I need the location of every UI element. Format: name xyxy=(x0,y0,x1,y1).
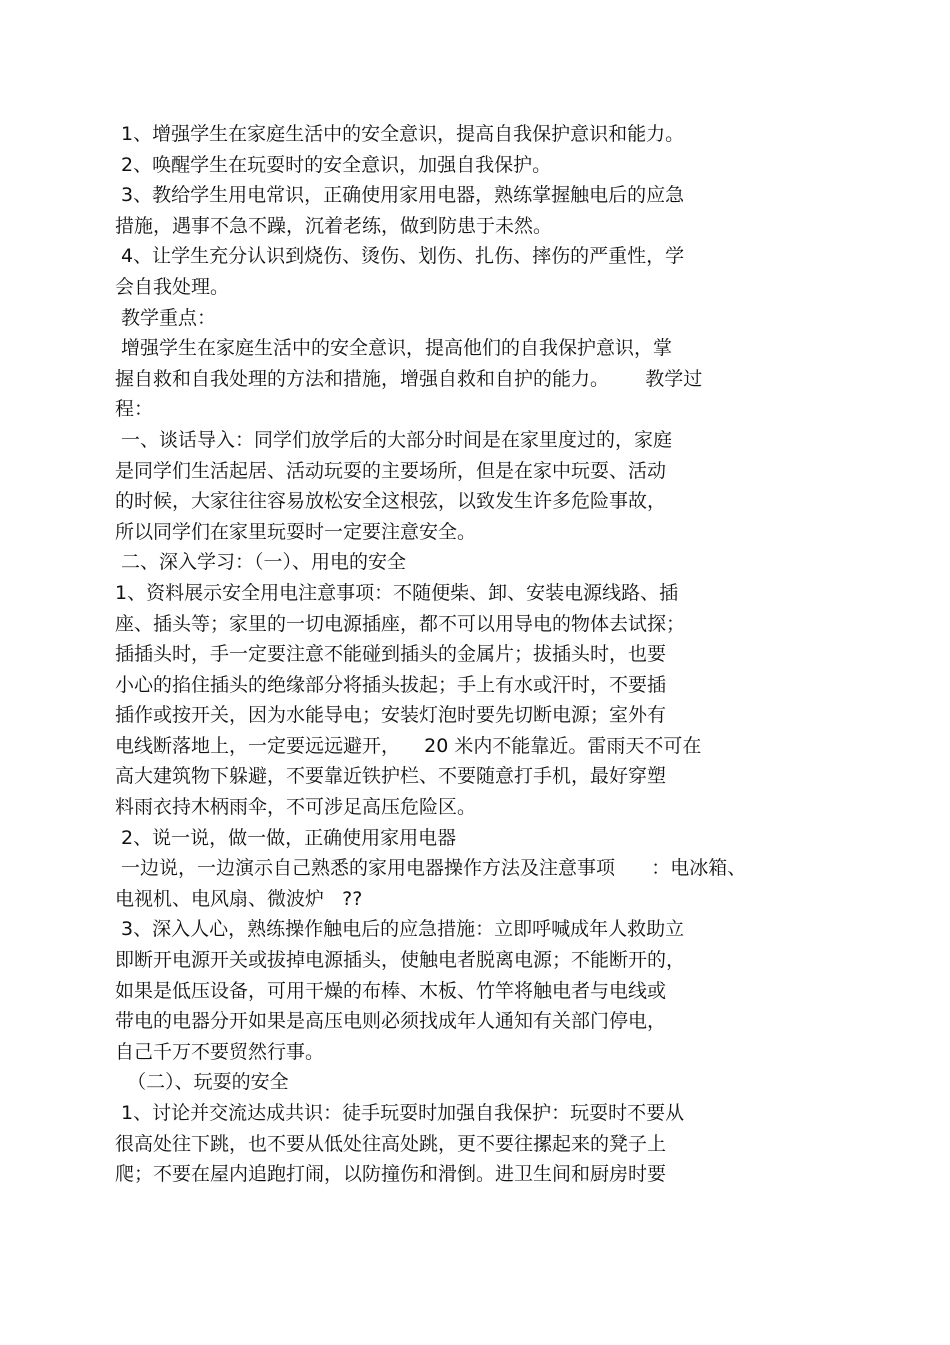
emergency-text: 即断开电源开关或拔掉电源插头，使触电者脱离电源；不能断开的， xyxy=(115,949,686,972)
objective-4-cont: 会自我处理。 xyxy=(115,275,230,298)
teaching-focus-text: 增强学生在家庭生活中的安全意识，提高他们的自我保护意识，掌 xyxy=(115,337,673,360)
section-2-heading: 二、深入学习：（一）、用电的安全 xyxy=(115,551,407,574)
objective-3: 3、教给学生用电常识，正确使用家用电器，熟练掌握触电后的应急 xyxy=(115,184,685,207)
objective-1: 1、增强学生在家庭生活中的安全意识，提高自我保护意识和能力。 xyxy=(115,123,685,145)
objective-2: 2、唤醒学生在玩耍时的安全意识，加强自我保护。 xyxy=(115,153,552,176)
play-safety-item-1: 1、讨论并交流达成共识：徒手玩耍时加强自我保护：玩耍时不要从 xyxy=(115,1102,685,1124)
objective-3-cont: 措施，遇事不急不躁，沉着老练，做到防患于未然。 xyxy=(115,214,553,237)
electric-safety-text: 高大建筑物下躲避，不要靠近铁护栏、不要随意打手机，最好穿塑 xyxy=(115,765,667,788)
document-body xyxy=(115,119,855,1190)
electric-safety-text: 插作或按开关，因为水能导电；安装灯泡时要先切断电源；室外有 xyxy=(115,704,667,727)
play-safety-text: 爬；不要在屋内追跑打闹，以防撞伤和滑倒。进卫生间和厨房时要 xyxy=(115,1163,667,1186)
teaching-process-heading: 程： xyxy=(115,398,154,421)
play-safety-heading: （二）、玩耍的安全 xyxy=(115,1071,289,1094)
teaching-focus-heading: 教学重点： xyxy=(115,306,217,329)
appliance-demo-text: 电视机、电风扇、微波炉 ?? xyxy=(115,887,363,910)
teaching-focus-text-cont: 握自救和自我处理的方法和措施，增强自救和自护的能力。 教学过 xyxy=(115,367,703,390)
emergency-text: 如果是低压设备，可用干燥的布棒、木板、竹竿将触电者与电线或 xyxy=(115,979,667,1002)
electric-safety-text: 座、插头等；家里的一切电源插座，都不可以用导电的物体去试探； xyxy=(115,612,686,635)
appliance-demo-text: 一边说，一边演示自己熟悉的家用电器操作方法及注意事项 ：电冰箱、 xyxy=(115,857,747,880)
emergency-text: 自己千万不要贸然行事。 xyxy=(115,1040,325,1063)
objective-4: 4、让学生充分认识到烧伤、烫伤、划伤、扎伤、摔伤的严重性，学 xyxy=(115,245,685,268)
emergency-text: 带电的电器分开如果是高压电则必须找成年人通知有关部门停电， xyxy=(115,1010,667,1033)
electric-safety-item-2: 2、说一说，做一做，正确使用家用电器 xyxy=(115,826,457,849)
electric-safety-text: 小心的掐住插头的绝缘部分将插头拔起；手上有水或汗时，不要插 xyxy=(115,673,667,696)
electric-safety-item-3: 3、深入人心，熟练操作触电后的应急措施：立即呼喊成年人救助立 xyxy=(115,918,685,941)
section-1-text: 是同学们生活起居、活动玩耍的主要场所，但是在家中玩耍、活动 xyxy=(115,459,667,482)
electric-safety-text: 电线断落地上，一定要远远避开， 20 米内不能靠近。雷雨天不可在 xyxy=(115,734,702,757)
electric-safety-text: 插插头时，手一定要注意不能碰到插头的金属片；拔插头时，也要 xyxy=(115,643,667,666)
play-safety-text: 很高处往下跳，也不要从低处往高处跳，更不要往摞起来的凳子上 xyxy=(115,1132,667,1155)
electric-safety-item-1: 1、资料展示安全用电注意事项：不随便柴、卸、安装电源线路、插 xyxy=(115,581,679,604)
section-1-intro: 一、谈话导入：同学们放学后的大部分时间是在家里度过的，家庭 xyxy=(115,428,673,451)
section-1-text: 所以同学们在家里玩耍时一定要注意安全。 xyxy=(115,520,477,543)
electric-safety-text: 料雨衣持木柄雨伞，不可涉足高压危险区。 xyxy=(115,796,477,819)
section-1-text: 的时候，大家往往容易放松安全这根弦，以致发生许多危险事故， xyxy=(115,490,667,513)
